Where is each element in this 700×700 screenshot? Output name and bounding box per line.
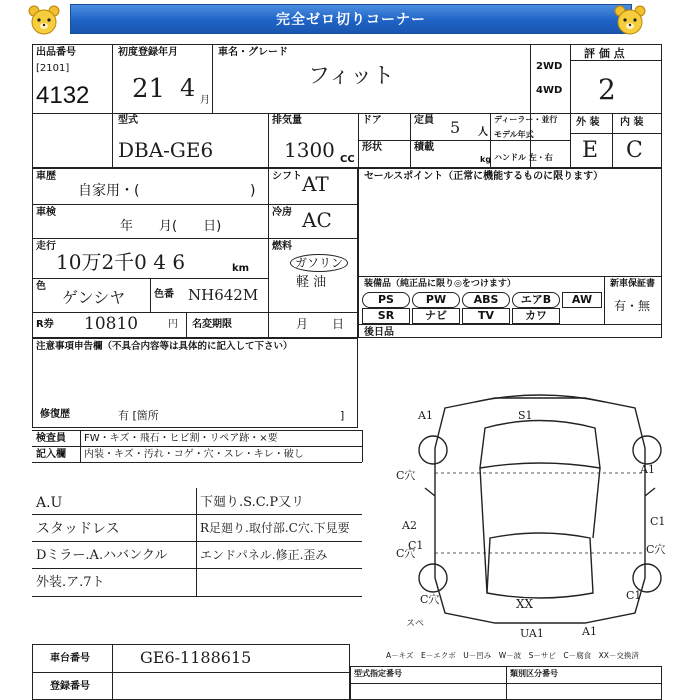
- exterior-grade: E: [582, 138, 599, 163]
- fuel-diesel: 軽 油: [296, 275, 327, 290]
- damage-mark: スペ: [406, 619, 425, 629]
- comment-right: 下廻り.S.C.P又リ: [200, 495, 305, 510]
- drive-2wd: 2WD: [536, 61, 563, 72]
- equip-chip: ABS: [462, 292, 510, 308]
- fuel-gasoline: ガソリン: [290, 254, 348, 272]
- shift-value: AT: [302, 172, 329, 196]
- comment-left: Dミラー.A.ハバンクル: [36, 548, 168, 563]
- repair-history-label: 修復歴: [40, 409, 70, 420]
- kg-unit: kg: [480, 155, 492, 164]
- displacement-value: 1300: [284, 138, 335, 162]
- car-name-label: 車名・グレード: [218, 47, 288, 58]
- comment-left: スタッドレス: [36, 521, 120, 537]
- fuel-label: 燃料: [272, 241, 292, 252]
- damage-mark: C穴: [396, 547, 416, 560]
- entry-label: 記入欄: [36, 449, 66, 460]
- damage-mark: C穴: [396, 469, 416, 482]
- equip-chip: カワ: [512, 308, 560, 324]
- km-unit: km: [232, 263, 250, 274]
- damage-mark: UA1: [520, 627, 544, 640]
- first-registration-month: 4: [180, 74, 196, 102]
- damage-mark: S1: [518, 409, 533, 422]
- rating-label: 評 価 点: [584, 47, 625, 60]
- interior-grade: C: [626, 138, 643, 163]
- comment-right: エンドパネル.修正.歪み: [200, 548, 328, 562]
- cc-unit: CC: [340, 154, 355, 165]
- first-registration-label: 初度登録年月: [118, 47, 178, 58]
- bear-mascot-icon: [612, 4, 648, 36]
- model-label: 型式: [118, 115, 138, 126]
- damage-mark: A1: [640, 463, 655, 476]
- shift-label: シフト: [272, 171, 302, 182]
- equip-chip: PS: [362, 292, 410, 308]
- load-label: 積載: [414, 142, 434, 153]
- damage-mark: A2: [402, 519, 417, 532]
- chassis-number: GE6-1188615: [140, 648, 252, 667]
- interior-label: 内 装: [620, 117, 644, 128]
- registration-label: 登録番号: [50, 681, 90, 692]
- equip-chip: AW: [562, 292, 602, 308]
- lot-sub: [2101]: [36, 63, 70, 74]
- rating-value: 2: [598, 73, 616, 106]
- damage-mark: XX: [516, 597, 534, 611]
- history-value: 自家用・(: [78, 183, 140, 199]
- new-warranty-label: 新車保証書: [610, 279, 656, 289]
- equip-chip: エアB: [512, 292, 560, 308]
- equipment-label: 装備品（純正品に限り◎をつけます）: [364, 279, 516, 289]
- ac-value: AC: [302, 208, 332, 232]
- inspection-value: 年 月( 日): [120, 219, 222, 234]
- mileage-label: 走行: [36, 241, 56, 252]
- damage-mark: C1: [650, 515, 666, 528]
- equip-chip: TV: [462, 308, 510, 324]
- inspection-label: 車検: [36, 207, 56, 218]
- equip-chip: ナビ: [412, 308, 460, 324]
- lot-number: 4132: [36, 82, 90, 109]
- class-number-label: 類別区分番号: [510, 669, 558, 678]
- model-year-label: モデル年式: [494, 130, 534, 139]
- door-label: ドア: [362, 115, 382, 126]
- handle-label: ハンドル 左・右: [494, 153, 553, 162]
- recycle-value: 10810: [84, 314, 139, 334]
- equip-chip: SR: [362, 308, 410, 324]
- car-name: フィット: [308, 64, 395, 89]
- first-registration-year: 21: [132, 74, 166, 104]
- form-number-label: 型式指定番号: [354, 669, 402, 678]
- history-label: 車歴: [36, 171, 56, 182]
- entry-items: 内装・キズ・汚れ・コゲ・穴・スレ・キレ・破し: [84, 449, 304, 460]
- ac-label: 冷房: [272, 207, 292, 218]
- capacity-value: 5: [450, 118, 461, 137]
- notes-label: 注意事項申告欄（不具合内容等は具体的に記入して下さい）: [36, 341, 293, 352]
- inspector-items: FW・キズ・飛石・ヒビ割・リペア跡・×要: [84, 433, 278, 444]
- capacity-label: 定員: [414, 115, 434, 126]
- exterior-label: 外 装: [576, 117, 600, 128]
- damage-mark: C穴: [646, 543, 666, 556]
- color-number-value: NH642M: [188, 286, 259, 304]
- damage-legend: A－キズ E－エクボ U－凹み W－波 S－サビ C－腐食 XX－交換済: [386, 651, 639, 660]
- comment-left: 外装.ア.7ト: [36, 575, 105, 590]
- displacement-label: 排気量: [272, 115, 302, 126]
- drive-4wd: 4WD: [536, 85, 563, 96]
- lot-label: 出品番号: [36, 47, 76, 58]
- comment-left: A.U: [36, 495, 63, 511]
- rear-item-label: 後日品: [364, 327, 394, 338]
- history-close: ): [250, 183, 256, 199]
- color-value: ゲンシヤ: [62, 288, 126, 307]
- comment-right: R足廻り.取付部.C穴.下見要: [200, 521, 350, 535]
- model-value: DBA-GE6: [118, 138, 214, 162]
- chassis-label: 車台番号: [50, 653, 90, 664]
- name-change-label: 名変期限: [192, 319, 232, 330]
- sales-point-label: セールスポイント（正常に機能するものに限ります）: [364, 171, 604, 182]
- bear-mascot-icon: [26, 4, 62, 36]
- mileage-value: 10万2千0 4 6: [56, 250, 186, 274]
- form-label: 形状: [362, 142, 382, 153]
- warranty-value: 有・無: [614, 299, 651, 313]
- yen-unit: 円: [168, 319, 178, 330]
- month-suffix: 月: [200, 95, 210, 106]
- damage-mark: A1: [582, 625, 597, 638]
- equip-chip: PW: [412, 292, 460, 308]
- color-number-label: 色番: [154, 289, 174, 300]
- person-unit: 人: [478, 127, 488, 138]
- damage-mark: C穴: [420, 593, 440, 606]
- page-banner: 完全ゼロ切りコーナー: [70, 4, 632, 34]
- damage-mark: C1: [626, 589, 642, 602]
- inspector-label: 検査員: [36, 433, 66, 444]
- recycle-label: R券: [36, 319, 54, 330]
- repair-history-close: ]: [340, 409, 345, 422]
- damage-mark: C1: [408, 539, 424, 552]
- damage-mark: A1: [418, 409, 433, 422]
- dealer-label: ディーラー・並行: [494, 115, 558, 124]
- name-change-value: 月 日: [296, 317, 345, 331]
- repair-history-value: 有 [箇所: [118, 409, 159, 422]
- color-label: 色: [36, 281, 46, 292]
